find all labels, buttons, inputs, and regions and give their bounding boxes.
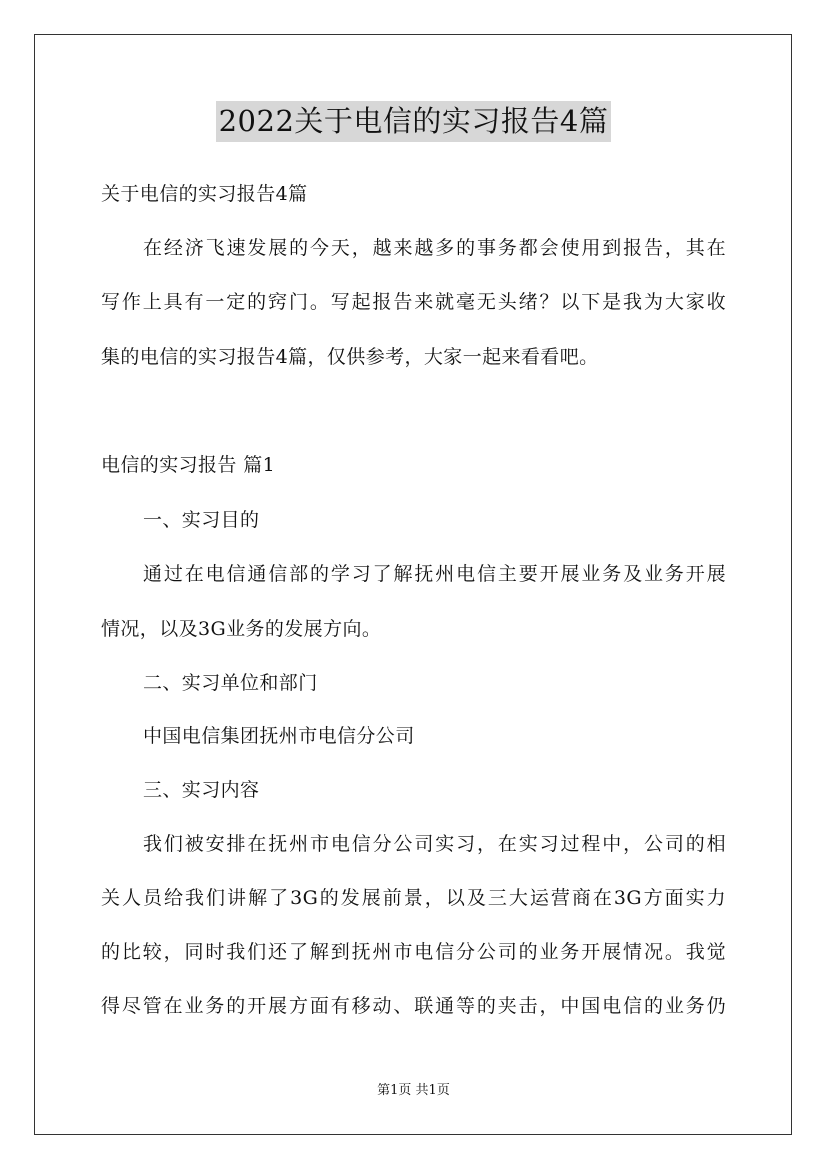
part1-line-2: 情况，以及3G业务的发展方向。 <box>101 618 382 640</box>
part3-heading: 三、实习内容 <box>143 779 260 801</box>
part3-line-1: 我们被安排在抚州市电信分公司实习，在实习过程中，公司的相 <box>143 833 726 855</box>
section-heading: 电信的实习报告 篇1 <box>101 454 276 476</box>
title-container <box>0 101 827 142</box>
page-footer: 第1页 共1页 <box>377 1083 450 1098</box>
document-title: 2022关于电信的实习报告4篇 <box>216 101 612 142</box>
document-subtitle: 关于电信的实习报告4篇 <box>101 183 308 205</box>
part1-line-1: 通过在电信通信部的学习了解抚州电信主要开展业务及业务开展 <box>143 563 726 585</box>
part3-line-3: 的比较，同时我们还了解到抚州市电信分公司的业务开展情况。我觉 <box>101 941 726 963</box>
part2-content: 中国电信集团抚州市电信分公司 <box>143 725 415 747</box>
part2-heading: 二、实习单位和部门 <box>143 672 318 694</box>
intro-line-2: 写作上具有一定的窍门。写起报告来就毫无头绪？以下是我为大家收 <box>101 291 726 313</box>
intro-line-1: 在经济飞速发展的今天，越来越多的事务都会使用到报告，其在 <box>143 237 726 259</box>
part1-heading: 一、实习目的 <box>143 509 260 531</box>
intro-line-3: 集的电信的实习报告4篇，仅供参考，大家一起来看看吧。 <box>101 346 599 368</box>
part3-line-2: 关人员给我们讲解了3G的发展前景，以及三大运营商在3G方面实力 <box>101 887 726 909</box>
part3-line-4: 得尽管在业务的开展方面有移动、联通等的夹击，中国电信的业务仍 <box>101 995 726 1017</box>
